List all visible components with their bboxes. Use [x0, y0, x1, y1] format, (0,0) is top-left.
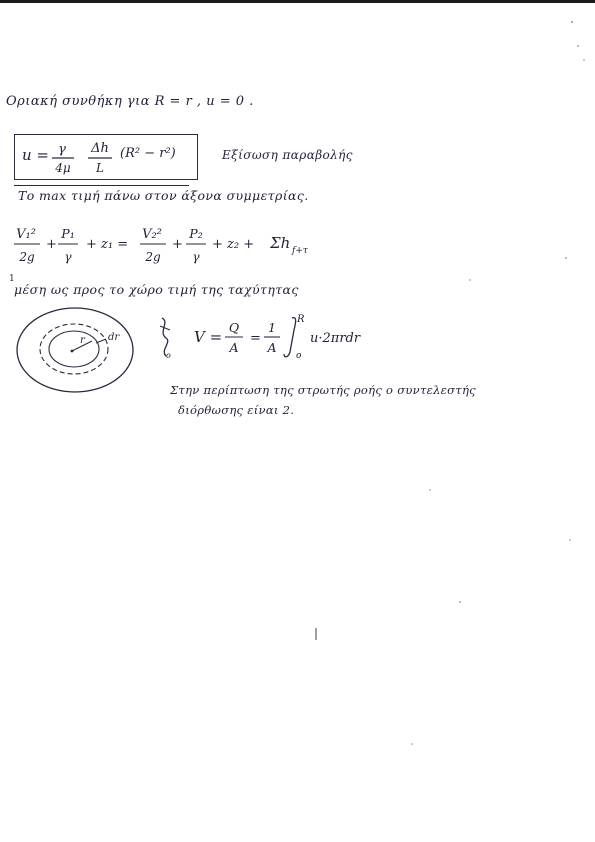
radius-label: r: [80, 335, 85, 346]
correction-note-line-2: διόρθωσης είναι 2.: [178, 403, 295, 417]
speck: [411, 743, 413, 745]
side-mark-strike: [160, 326, 170, 330]
correction-note-line-1: Στην περίπτωση της στρωτής ροής ο συντελεστής: [170, 383, 476, 397]
center-point: [71, 350, 74, 353]
mean-velocity-note: μέση ως προς το χώρο τιμή της ταχύτητας: [14, 282, 299, 297]
eq1-frac2-den: L: [96, 161, 104, 175]
inner-circle: [49, 331, 99, 367]
eq3-int-upper: R: [297, 314, 305, 325]
eq3-frac2-den: A: [267, 340, 277, 355]
eq2-t3-den: 2g: [145, 250, 161, 264]
boundary-condition-text: Οριακή συνθήκη για R = r , u = 0 .: [6, 94, 254, 109]
eq2-plus-2: +: [172, 237, 183, 252]
eq2-z2: + z₂ +: [212, 237, 255, 252]
speck: [429, 489, 431, 491]
eq1-paren: (R² − r²): [120, 146, 176, 161]
equation-parabolic-velocity: [22, 141, 176, 175]
speck: [583, 59, 585, 61]
eq2-t3-num: V₂²: [142, 227, 162, 242]
eq2-loss-sub: f+τ: [292, 246, 308, 256]
tick-mark: 1: [9, 274, 15, 284]
eq2-plus-1: +: [46, 237, 57, 252]
eq1-lhs: u =: [22, 146, 49, 164]
eq1-frac2-num: Δh: [91, 141, 109, 156]
eq2-z1: + z₁ =: [86, 237, 129, 252]
integral-sign: [284, 318, 296, 357]
parabola-equation-note: Εξίσωση παραβολής: [222, 148, 353, 162]
speck: [577, 45, 579, 47]
eq2-t2-num: P₁: [61, 226, 75, 241]
speck: [571, 21, 573, 23]
eq3-eq: =: [250, 331, 261, 346]
eq3-integrand: u·2πrdr: [310, 331, 361, 346]
eq3-int-lower: o: [296, 351, 302, 361]
eq2-t1-num: V₁²: [16, 227, 36, 242]
equation-mean-velocity: [160, 314, 361, 361]
eq3-frac1-num: Q: [228, 320, 240, 335]
eq2-t1-den: 2g: [19, 250, 35, 264]
speck: [469, 279, 471, 281]
eq3-frac2-num: 1: [268, 320, 276, 335]
eq2-t2-den: γ: [64, 250, 72, 264]
scan-specks: [316, 21, 585, 745]
speck: [569, 539, 571, 541]
dr-arrow: [96, 339, 106, 343]
equation-energy: [14, 226, 309, 264]
eq3-frac1-den: A: [229, 340, 239, 355]
speck: [459, 601, 461, 603]
eq3-lhs: V =: [194, 328, 223, 346]
eq2-loss: Σh: [270, 234, 291, 252]
eq1-frac1-den: 4μ: [55, 161, 71, 175]
speck: [565, 257, 567, 259]
eq2-t4-den: γ: [192, 250, 200, 264]
dr-label: dr: [108, 332, 120, 343]
eq1-frac1-num: γ: [58, 142, 66, 157]
pipe-cross-section-sketch: [17, 308, 133, 392]
max-value-note: Το max τιμή πάνω στον άξονα συμμετρίας.: [18, 188, 309, 203]
side-mark-lower: o: [166, 351, 171, 360]
eq2-t4-num: P₂: [189, 226, 203, 241]
